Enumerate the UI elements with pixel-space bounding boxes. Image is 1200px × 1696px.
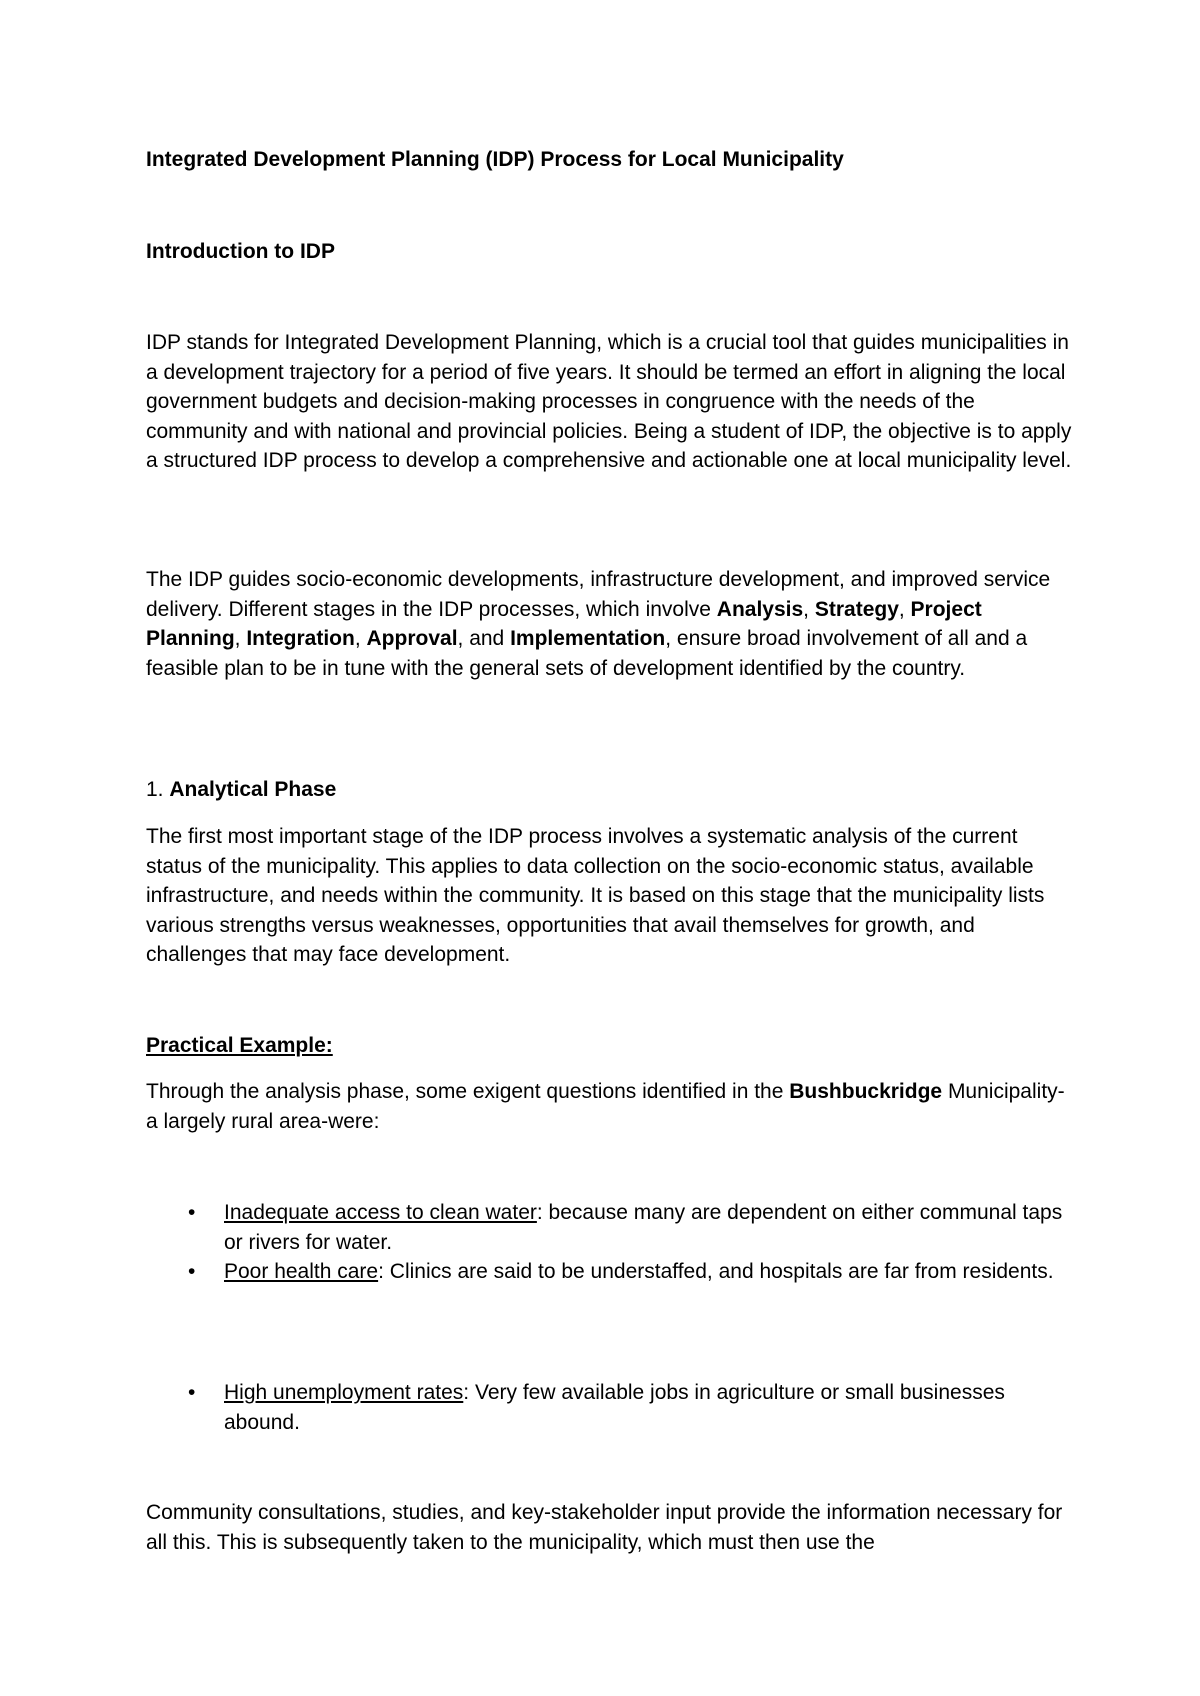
bullet-icon: • (188, 1260, 196, 1283)
stage-approval: Approval (366, 627, 458, 650)
intro-p2-sep: , (803, 597, 815, 621)
intro-p2-sep: , (898, 597, 911, 621)
list-item (146, 1198, 1076, 1257)
bullet-icon: • (188, 1201, 196, 1224)
intro-p2-sep: , (234, 627, 247, 650)
practical-example-heading: Practical Example: (146, 1034, 333, 1057)
issues-list-continued (146, 1378, 1076, 1437)
list-item (146, 1378, 1076, 1437)
stage-implementation: Implementation (510, 627, 666, 650)
example-tail: Municipality-a largely rural area-were: (146, 1080, 1065, 1133)
practical-example-intro (146, 1077, 1076, 1136)
issue-label: Poor health care (224, 1260, 379, 1283)
stage-analysis: Analysis (716, 597, 804, 621)
bullet-icon: • (188, 1381, 196, 1404)
document-title: Integrated Development Planning (IDP) Process for Local Municipality (146, 148, 844, 171)
issue-text: : because many are dependent on either communal taps or rivers for water. (224, 1201, 1063, 1254)
example-lead: Through the analysis phase, some exigent questions identified in the (146, 1080, 790, 1103)
issues-list (146, 1198, 1076, 1287)
section-heading-intro: Introduction to IDP (146, 240, 335, 263)
section-heading-analytical-phase (146, 775, 1076, 805)
closing-paragraph: Community consultations, studies, and key-stakeholder input provide the information necessary for all this. This is subsequently taken to the municipality, which must then use the (146, 1501, 1063, 1554)
stage-integration: Integration (246, 627, 355, 650)
section-title: Analytical Phase (169, 778, 337, 801)
issue-text: : Very few available jobs in agriculture or small businesses abound. (224, 1381, 1005, 1434)
intro-paragraph-1: IDP stands for Integrated Development Planning, which is a crucial tool that guides municipalities in a development trajectory for a period of five years. It should be termed an effort in aligning the local government budgets and decision-making processes in congruence with the needs of the community and with national and provincial policies. Being a student of IDP, the objective is to apply a structured IDP process to develop a comprehensive and actionable one at local municipality level. (146, 331, 1072, 472)
issue-label: Inadequate access to clean water (224, 1201, 537, 1224)
stage-strategy: Strategy (814, 597, 899, 621)
place-name: Bushbuckridge (789, 1080, 943, 1103)
analytical-phase-paragraph: The first most important stage of the IDP process involves a systematic analysis of the current status of the municipality. This applies to data collection on the socio-economic status, available infrastructure, and needs within the community. It is based on this stage that the municipality lists various strengths versus weaknesses, opportunities that avail themselves for growth, and challenges that may face development. (146, 825, 1045, 966)
issue-label: High unemployment rates (224, 1381, 464, 1404)
stage-project-planning: Project Planning (146, 597, 982, 650)
intro-paragraph-2 (146, 565, 1076, 683)
intro-p2-lead: The IDP guides socio-economic developments, infrastructure development, and improved service delivery. Different stages in the IDP processes, which involve (146, 568, 1051, 621)
intro-p2-tail: , ensure broad involvement of all and a feasible plan to be in tune with the general sets of development identified by the country. (146, 627, 1028, 680)
list-item (146, 1257, 1076, 1287)
issue-text: : Clinics are said to be understaffed, and hospitals are far from residents. (378, 1260, 1054, 1283)
section-number: 1. (146, 778, 164, 801)
intro-p2-sep: , (354, 627, 367, 650)
intro-p2-sep: , and (457, 627, 511, 650)
